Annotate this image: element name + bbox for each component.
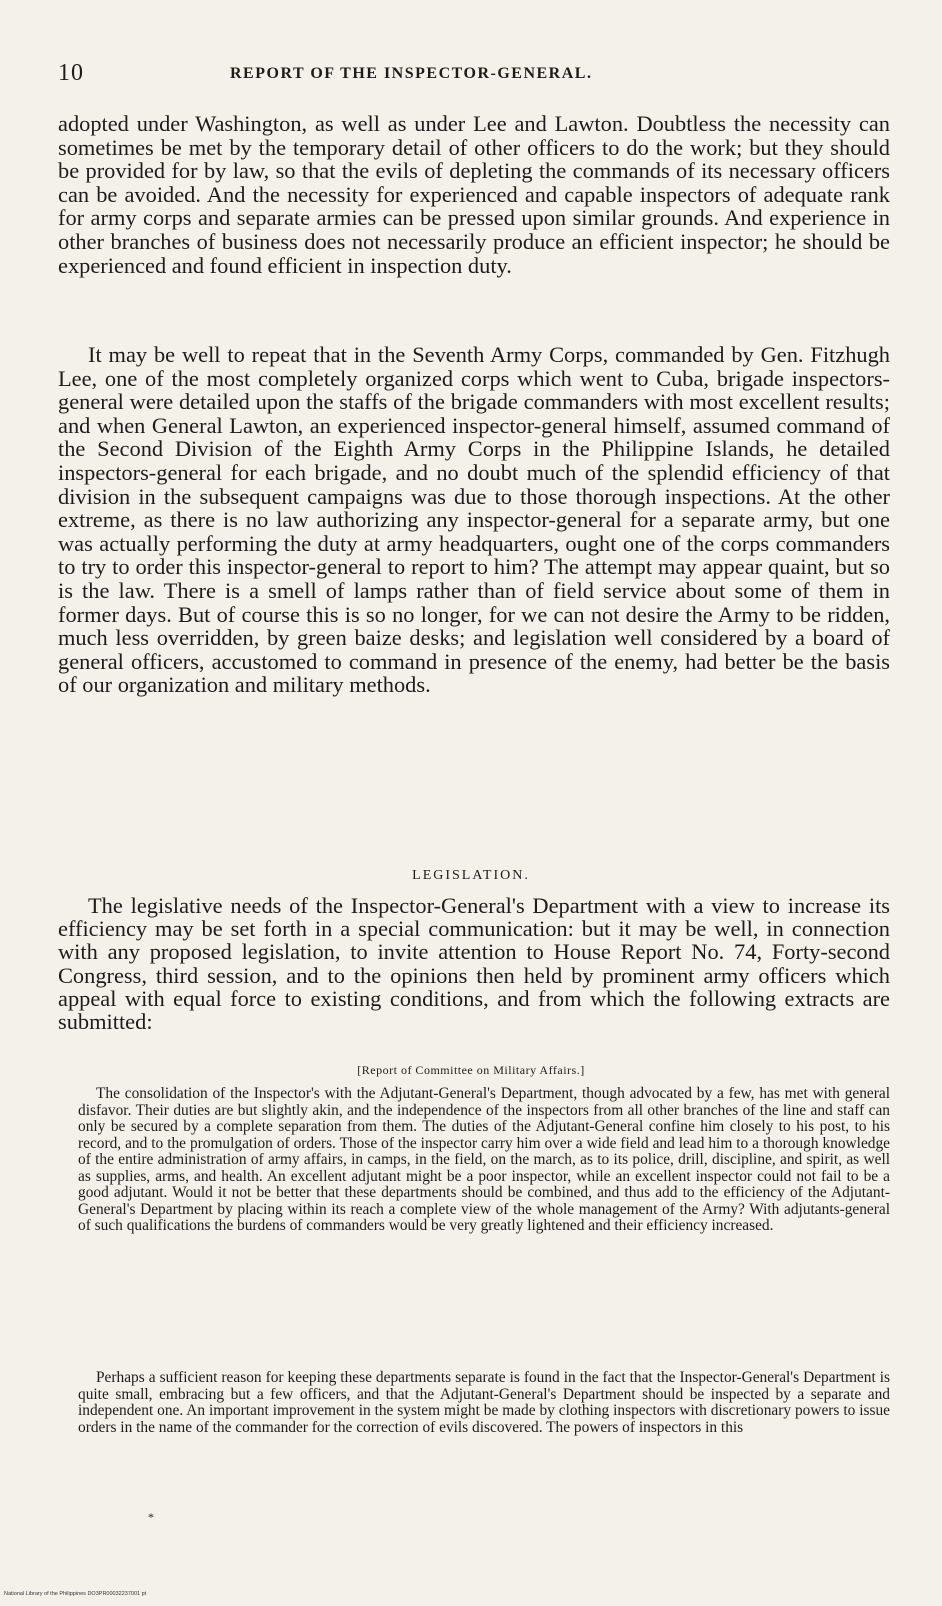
extract-text: Perhaps a sufficient reason for keeping these departments separate is found in the fact that the Inspector-General's Department is quite small, embracing but a few officers, and that the Adjutant-General's Department should be inspected by a separate and independent one. An important improvement in the system might be made by clothing inspectors with discretionary powers to issue orders in the name of the commander for the correction of evils discovered. The powers of inspectors in this [78, 1369, 890, 1436]
body-paragraph-2 [58, 343, 890, 697]
extract-text: The consolidation of the Inspector's with the Adjutant-General's Department, though advocated by a few, has met with general disfavor. Their duties are but slightly akin, and the independence of the inspectors from all other branches of the line and staff can only be secured by a complete separation from them. The duties of the Adjutant-General confine him closely to his post, to his record, and to the promulgation of orders. Those of the inspector carry him over a wide field and lead him to a thorough knowledge of the entire administration of army affairs, in camps, in the field, on the march, as to its police, drill, discipline, and spirit, as well as supplies, arms, and health. An excellent adjutant might be a poor inspector, while an excellent inspector could not fail to be a good adjutant. Would it not be better that these departments should be combined, and thus add to the efficiency of the Adjutant-General's Department by placing within its reach a complete view of the whole management of the Army? With adjutants-general of such qualifications the burdens of commanders would be very greatly lightened and their efficiency increased. [78, 1085, 890, 1235]
body-paragraph-1 [58, 112, 890, 277]
paragraph-text: It may be well to repeat that in the Seventh Army Corps, commanded by Gen. Fitzhugh Lee, one of the most completely organized corps which went to Cuba, brigade inspectors-general were detailed upon the staffs of the brigade commanders with most excellent results; and when General Lawton, an experienced inspector-general himself, assumed command of the Second Division of the Eighth Army Corps in the Philippine Islands, he detailed inspectors-general for each brigade, and no doubt much of the splendid efficiency of that division in the subsequent campaigns was due to those thorough inspections. At the other extreme, as there is no law authorizing any inspector-general for a separate army, but one was actually performing the duty at army headquarters, ought one of the corps commanders to try to order this inspector-general to report to him? The attempt may appear quaint, but so is the law. There is a smell of lamps rather than of field service about some of them in former days. But of course this is so no longer, for we can not desire the Army to be ridden, much less overridden, by green baize desks; and legislation well considered by a board of general officers, accustomed to command in presence of the enemy, had better be the basis of our organization and military methods. [58, 342, 890, 698]
paragraph-text: adopted under Washington, as well as under Lee and Lawton. Doubtless the necessity can sometimes be met by the temporary detail of other officers to do the work; but they should be provided for by law, so that the evils of depleting the commands of its necessary officers can be avoided. And the necessity for experienced and capable inspectors of adequate rank for army corps and separate armies can be pressed upon similar grounds. And experience in other branches of business does not necessarily produce an efficient inspector; he should be experienced and found efficient in inspection duty. [58, 111, 890, 278]
page-number: 10 [58, 60, 84, 86]
extract-citation: [Report of Committee on Military Affairs.] [357, 1063, 585, 1077]
paragraph-text: The legislative needs of the Inspector-General's Department with a view to increase its efficiency may be set forth in a special communication: but it may be well, in connection with any proposed legislation, to invite attention to House Report No. 74, Forty-second Congress, third session, and to the opinions then held by prominent army officers which appeal with equal force to existing conditions, and from which the following extracts are submitted: [58, 893, 890, 1035]
extract-paragraph-2 [78, 1370, 890, 1436]
library-footer: National Library of the Philippines DO3PR00032237001 pt [4, 1591, 147, 1597]
bottom-mark: * [148, 1510, 154, 1524]
page-header [58, 60, 888, 90]
section-heading: LEGISLATION. [412, 868, 530, 883]
body-paragraph-3 [58, 894, 890, 1033]
running-title: REPORT OF THE INSPECTOR-GENERAL. [230, 65, 593, 82]
extract-paragraph-1 [78, 1086, 890, 1235]
